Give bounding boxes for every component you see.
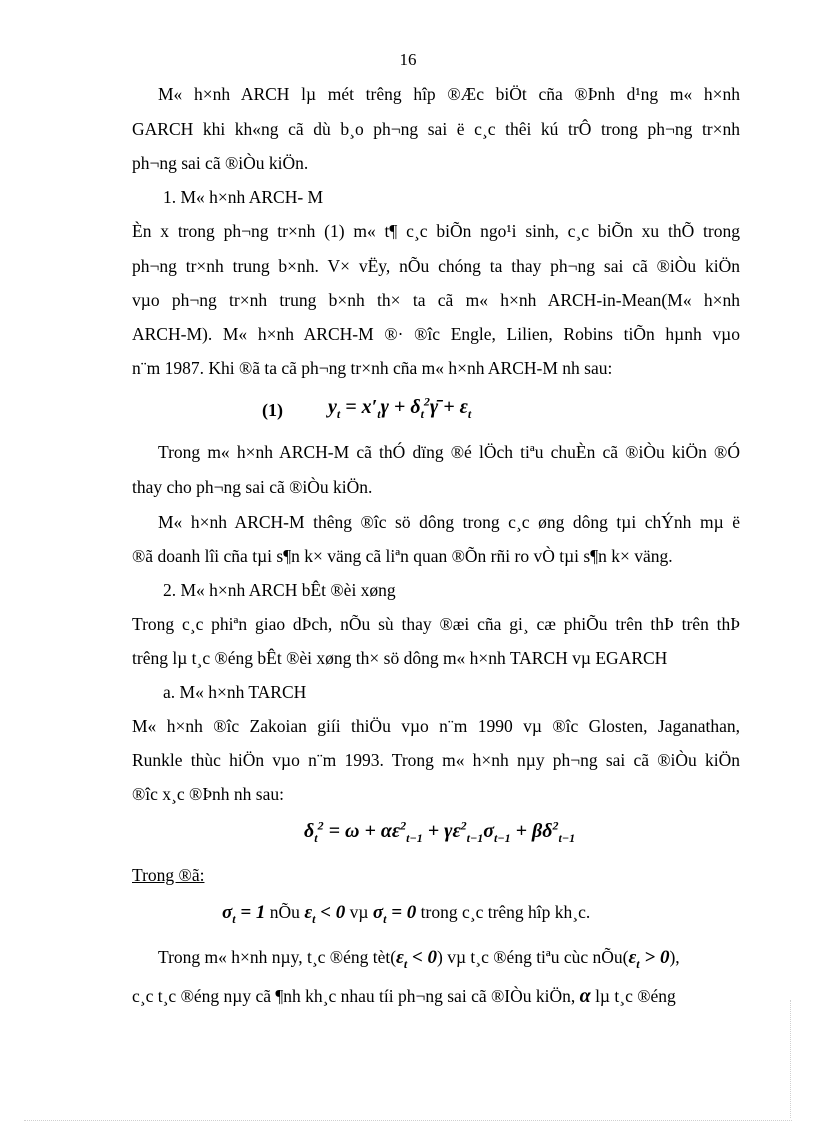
- paragraph-line: trêng lµ t¸c ®éng bÊt ®èi xøng th× sö dông m« h×nh TARCH vµ EGARCH: [132, 648, 668, 668]
- equation-tarch: $\delta_t^2 = \omega + \alpha\varepsilon^2_{t-1} + \gamma\varepsilon^2_{t-1}\sigma_{t-1} + \beta\delta^2_{t-1}$: [304, 818, 576, 845]
- paragraph-line: GARCH khi kh«ng cã dù b¸o ph¬ng sai ë c¸c thêi kú trÔ trong ph¬ng tr×nh: [132, 119, 740, 139]
- paragraph-line: Trong c¸c phiªn giao dÞch, nÕu sù thay ®æi cña gi¸ cæ phiÕu trên thÞ trên thÞ: [132, 614, 740, 634]
- section-heading: 2. M« h×nh ARCH bÊt ®èi xøng: [163, 580, 396, 600]
- paragraph-line: ph¬ng tr×nh trung b×nh. V× vËy, nÕu chóng ta thay ph¬ng sai cã ®iÒu kiÖn: [132, 256, 740, 276]
- subsection-heading: a. M« h×nh TARCH: [163, 682, 307, 702]
- paragraph-line: M« h×nh ®îc Zakoian giíi thiÖu vµo n¨m 1990 vµ ®îc Glosten, Jaganathan,: [132, 716, 740, 736]
- paragraph-line: thay cho ph¬ng sai cã ®iÒu kiÖn.: [132, 477, 373, 497]
- equation-number: (1): [262, 400, 283, 420]
- paragraph-line: M« h×nh ARCH lµ mét trêng hîp ®Æc biÖt cña ®Þnh d¹ng m« h×nh: [158, 84, 740, 104]
- section-heading: 1. M« h×nh ARCH- M: [163, 187, 324, 207]
- equation-arch-m: $y_t = x'_t\gamma$ + $\delta_t^2\gammā + \varepsilon_t$: [328, 394, 472, 421]
- paragraph-line: ®ã doanh lîi cña tµi s¶n k× väng cã liªn quan ®Õn rñi ro vÒ tµi s¶n k× väng.: [132, 546, 673, 566]
- paragraph-line: Trong m« h×nh ARCH-M cã thÓ dïng ®é lÖch tiªu chuÈn cã ®iÒu kiÖn ®Ó: [158, 442, 740, 462]
- where-label: Trong ®ã:: [132, 865, 205, 885]
- paragraph-line: ph¬ng sai cã ®iÒu kiÖn.: [132, 153, 309, 173]
- paragraph-line: Trong m« h×nh nµy, t¸c ®éng $tèt(\varepsilon_t < 0)$ vµ t¸c ®éng tiªu cùc $nÕu(\varepsilon_t > 0)$,: [158, 947, 680, 971]
- page-border-bottom: [24, 1120, 792, 1121]
- condition-line: $\sigma_t = 1$ nÕu $\varepsilon_t < 0$ vµ $\sigma_t = 0$ trong c¸c trêng hîp kh¸c.: [222, 902, 591, 926]
- page-number: 16: [399, 50, 417, 69]
- paragraph-line: Runkle thùc hiÖn vµo n¨m 1993. Trong m« h×nh nµy ph¬ng sai cã ®iÒu kiÖn: [132, 750, 740, 770]
- paragraph-line: Èn x trong ph¬ng tr×nh (1) m« t¶ c¸c biÕn ngo¹i sinh, c¸c biÕn xu thÕ trong: [132, 221, 740, 241]
- paragraph-line: vµo ph¬ng tr×nh trung b×nh th× ta cã m« h×nh ARCH-in-Mean(M« h×nh: [132, 290, 740, 310]
- paragraph-line: ARCH-M). M« h×nh ARCH-M ®· ®îc Engle, Lilien, Robins tiÕn hµnh vµo: [132, 324, 740, 344]
- paragraph-line: c¸c t¸c ®éng nµy cã ¶nh kh¸c nhau tíi ph¬ng sai cã ®IÒu kiÖn, α lµ t¸c ®éng: [132, 985, 676, 1007]
- page-border-right: [790, 1000, 791, 1118]
- paragraph-line: M« h×nh ARCH-M thêng ®îc sö dông trong c¸c øng dông tµi chÝnh mµ ë: [158, 512, 740, 532]
- paragraph-line: ®îc x¸c ®Þnh nh sau:: [132, 784, 284, 804]
- paragraph-line: n¨m 1987. Khi ®ã ta cã ph¬ng tr×nh cña m« h×nh ARCH-M nh sau:: [132, 358, 613, 378]
